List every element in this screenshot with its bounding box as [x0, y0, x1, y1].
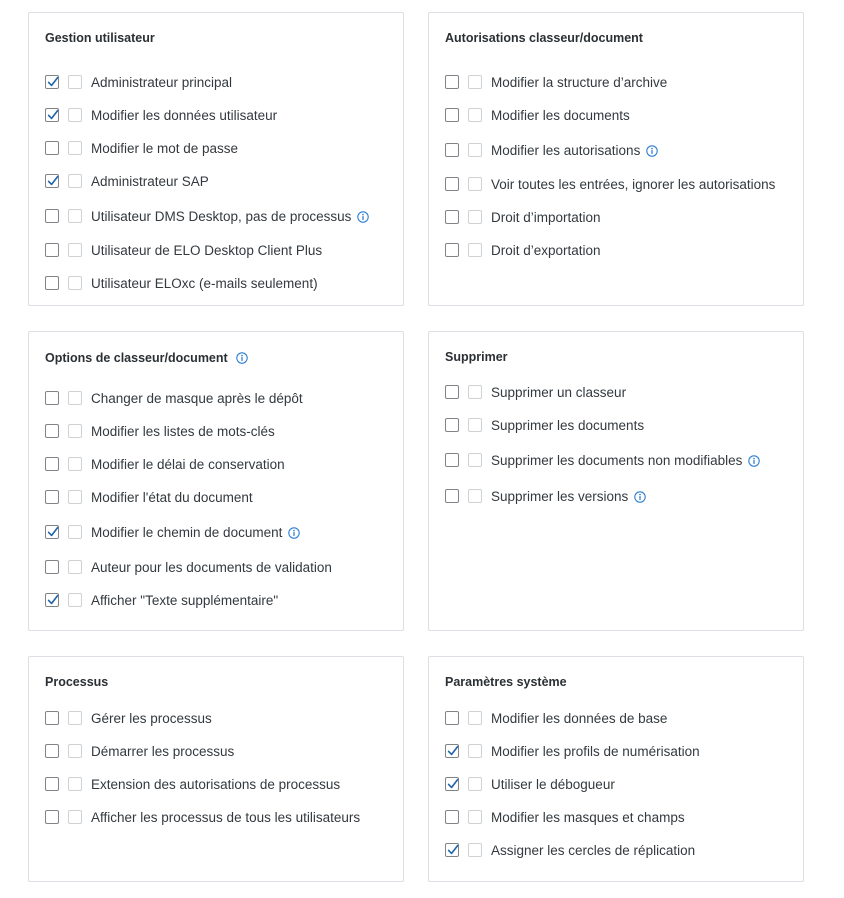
permission-label: Droit d’importation	[491, 209, 601, 225]
permission-label: Auteur pour les documents de validation	[91, 559, 332, 575]
secondary-checkbox[interactable]	[68, 593, 82, 607]
checkbox[interactable]	[45, 777, 59, 791]
checkbox[interactable]	[445, 210, 459, 224]
info-icon[interactable]	[288, 526, 300, 538]
permission-label: Modifier les masques et champs	[491, 809, 685, 825]
secondary-checkbox[interactable]	[468, 777, 482, 791]
permission-label: Modifier le chemin de document	[91, 524, 283, 540]
permission-label: Supprimer un classeur	[491, 384, 627, 400]
permission-label: Modifier le délai de conservation	[91, 456, 285, 472]
permission-label: Utilisateur de ELO Desktop Client Plus	[91, 242, 323, 258]
checked-checkbox[interactable]	[45, 525, 59, 539]
permission-row	[45, 709, 212, 727]
panel-title: Paramètres système	[445, 675, 567, 689]
permission-row	[445, 208, 601, 226]
panel-title: Supprimer	[445, 350, 508, 364]
checkbox[interactable]	[45, 490, 59, 504]
permission-label: Afficher les processus de tous les utilisateurs	[91, 809, 361, 825]
secondary-checkbox[interactable]	[468, 143, 482, 157]
permission-label: Modifier les autorisations	[491, 142, 641, 158]
permission-label: Voir toutes les entrées, ignorer les autorisations	[491, 176, 776, 192]
permission-row	[45, 558, 332, 576]
secondary-checkbox[interactable]	[68, 209, 82, 223]
permission-label: Modifier les données utilisateur	[91, 107, 278, 123]
secondary-checkbox[interactable]	[68, 744, 82, 758]
secondary-checkbox[interactable]	[468, 744, 482, 758]
info-icon[interactable]	[646, 144, 658, 156]
panel-autorisations-classeur-document	[428, 12, 804, 306]
panel-gestion-utilisateur	[28, 12, 404, 306]
permission-label: Administrateur principal	[91, 74, 233, 90]
checkbox[interactable]	[45, 141, 59, 155]
permission-label: Supprimer les documents non modifiables	[491, 452, 743, 468]
secondary-checkbox[interactable]	[68, 560, 82, 574]
permission-label: Modifier les listes de mots-clés	[91, 423, 275, 439]
checkbox[interactable]	[45, 243, 59, 257]
permission-row	[45, 241, 322, 259]
checkbox[interactable]	[45, 810, 59, 824]
checked-checkbox[interactable]	[445, 744, 459, 758]
permission-row	[445, 241, 601, 259]
secondary-checkbox[interactable]	[68, 141, 82, 155]
permission-row	[45, 488, 253, 506]
permission-label: Modifier la structure d’archive	[491, 74, 668, 90]
permission-label: Modifier le mot de passe	[91, 140, 239, 156]
permission-row	[445, 451, 760, 469]
permission-row	[445, 709, 667, 727]
secondary-checkbox[interactable]	[68, 424, 82, 438]
checkbox[interactable]	[45, 711, 59, 725]
secondary-checkbox[interactable]	[68, 108, 82, 122]
secondary-checkbox[interactable]	[468, 843, 482, 857]
permission-label: Utilisateur DMS Desktop, pas de processus	[91, 208, 352, 224]
permission-label: Modifier l'état du document	[91, 489, 253, 505]
permission-row	[445, 106, 630, 124]
permission-label: Administrateur SAP	[91, 173, 209, 189]
permission-label: Gérer les processus	[91, 710, 212, 726]
permission-label: Extension des autorisations de processus	[91, 776, 341, 792]
panel-parametres-systeme	[428, 656, 804, 882]
permission-row	[45, 422, 275, 440]
panel-supprimer	[428, 331, 804, 631]
panel-title: Processus	[45, 675, 109, 689]
secondary-checkbox[interactable]	[68, 711, 82, 725]
checkbox[interactable]	[45, 457, 59, 471]
checkbox[interactable]	[45, 391, 59, 405]
secondary-checkbox[interactable]	[68, 525, 82, 539]
checkbox[interactable]	[445, 75, 459, 89]
permission-row	[445, 73, 667, 91]
permission-row	[445, 742, 700, 760]
secondary-checkbox[interactable]	[468, 210, 482, 224]
checkbox[interactable]	[445, 143, 459, 157]
info-icon[interactable]	[357, 210, 369, 222]
permission-row	[45, 523, 300, 541]
secondary-checkbox[interactable]	[468, 810, 482, 824]
permission-row	[445, 841, 695, 859]
checkbox[interactable]	[45, 424, 59, 438]
checked-checkbox[interactable]	[45, 593, 59, 607]
permission-label: Modifier les données de base	[491, 710, 668, 726]
checked-checkbox[interactable]	[445, 843, 459, 857]
checkbox[interactable]	[445, 177, 459, 191]
checkbox[interactable]	[445, 453, 459, 467]
permission-row	[45, 106, 277, 124]
permission-label: Démarrer les processus	[91, 743, 235, 759]
secondary-checkbox[interactable]	[468, 177, 482, 191]
checked-checkbox[interactable]	[45, 75, 59, 89]
secondary-checkbox[interactable]	[468, 489, 482, 503]
permission-label: Supprimer les versions	[491, 488, 629, 504]
permission-row	[445, 416, 644, 434]
checkbox[interactable]	[445, 489, 459, 503]
permission-row	[445, 175, 775, 193]
permission-row	[45, 389, 303, 407]
permission-label: Afficher "Texte supplémentaire"	[91, 592, 279, 608]
permission-row	[45, 808, 360, 826]
info-icon[interactable]	[748, 454, 760, 466]
permission-row	[45, 172, 209, 190]
secondary-checkbox[interactable]	[468, 108, 482, 122]
checkbox[interactable]	[445, 418, 459, 432]
checkbox[interactable]	[45, 560, 59, 574]
info-icon[interactable]	[634, 490, 646, 502]
checkbox[interactable]	[45, 209, 59, 223]
permission-label: Utiliser le débogueur	[491, 776, 615, 792]
panel-title: Gestion utilisateur	[45, 31, 155, 45]
permission-row	[45, 139, 238, 157]
secondary-checkbox[interactable]	[68, 457, 82, 471]
secondary-checkbox[interactable]	[68, 810, 82, 824]
secondary-checkbox[interactable]	[468, 711, 482, 725]
permission-row	[45, 274, 318, 292]
checkbox[interactable]	[445, 711, 459, 725]
permission-label: Droit d’exportation	[491, 242, 601, 258]
checkbox[interactable]	[445, 810, 459, 824]
secondary-checkbox[interactable]	[468, 385, 482, 399]
permission-row	[45, 73, 232, 91]
permission-label: Supprimer les documents	[491, 417, 645, 433]
panel-processus	[28, 656, 404, 882]
secondary-checkbox[interactable]	[68, 276, 82, 290]
secondary-checkbox[interactable]	[68, 777, 82, 791]
checked-checkbox[interactable]	[45, 108, 59, 122]
secondary-checkbox[interactable]	[468, 75, 482, 89]
secondary-checkbox[interactable]	[468, 418, 482, 432]
permission-label: Utilisateur ELOxc (e-mails seulement)	[91, 275, 318, 291]
panel-title: Options de classeur/document	[45, 351, 248, 365]
permission-label: Assigner les cercles de réplication	[491, 842, 696, 858]
secondary-checkbox[interactable]	[68, 75, 82, 89]
checked-checkbox[interactable]	[445, 777, 459, 791]
checkbox[interactable]	[445, 385, 459, 399]
permission-row	[445, 775, 615, 793]
secondary-checkbox[interactable]	[68, 490, 82, 504]
checkbox[interactable]	[445, 243, 459, 257]
checkbox[interactable]	[45, 744, 59, 758]
panel-title: Autorisations classeur/document	[445, 31, 643, 45]
permission-label: Modifier les documents	[491, 107, 630, 123]
permission-label: Modifier les profils de numérisation	[491, 743, 700, 759]
permission-row	[445, 808, 685, 826]
checkbox[interactable]	[445, 108, 459, 122]
secondary-checkbox[interactable]	[468, 453, 482, 467]
secondary-checkbox[interactable]	[68, 243, 82, 257]
permission-row	[445, 487, 646, 505]
checked-checkbox[interactable]	[45, 174, 59, 188]
secondary-checkbox[interactable]	[68, 174, 82, 188]
info-icon[interactable]	[236, 352, 248, 364]
permission-label: Changer de masque après le dépôt	[91, 390, 303, 406]
panel-options-de-classeur-document	[28, 331, 404, 631]
permission-row	[45, 207, 369, 225]
permission-row	[45, 742, 234, 760]
secondary-checkbox[interactable]	[68, 391, 82, 405]
checkbox[interactable]	[45, 276, 59, 290]
secondary-checkbox[interactable]	[468, 243, 482, 257]
permission-row	[445, 141, 658, 159]
permission-row	[445, 383, 626, 401]
permission-row	[45, 775, 340, 793]
permission-row	[45, 455, 285, 473]
permission-row	[45, 591, 278, 609]
